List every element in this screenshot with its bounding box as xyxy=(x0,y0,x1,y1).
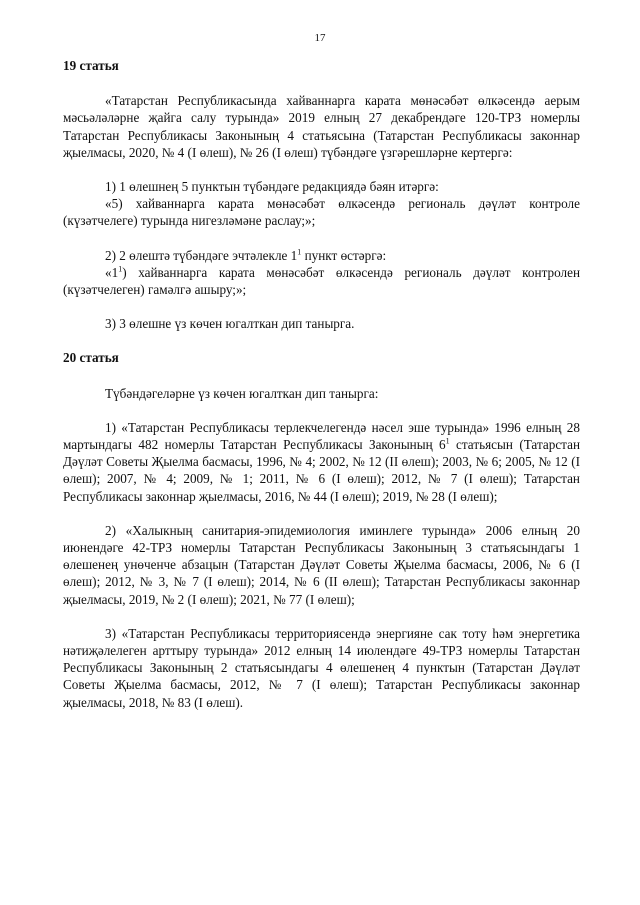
article-20-heading: 20 статья xyxy=(63,350,119,366)
article-20-intro: Түбәндәгеләрне үз көчен югалткан дип танырга: xyxy=(105,385,379,401)
article-19-item-1-text: «5) хайваннарга карата мөнәсәбәт өлкәсендә региональ дәүләт контроле (күзәтчелеге) турында нигезләмәне раслау;»; xyxy=(63,196,580,229)
article-20-item-2: 2) «Халыкның санитария-эпидемиология иминлеге турында» 2006 елның 20 июнендәге 42-ТРЗ номерлы Татарстан Республикасы Законының 3 статьясындагы 1 өлешенең унөченче абзацын (Татарстан Дәүләт Советы Җыелма басмасы, 2006, № 6 (I өлеш); 2012, № 3, № 7 (I өлеш); 2014, № 6 (II өлеш); Татарстан Республикасы законнар җыелмасы, 2019, № 2 (I өлеш); 2021, № 77 (I өлеш); xyxy=(63,522,580,607)
document-body xyxy=(63,57,580,711)
article-20-item-1: 1) «Татарстан Республикасы терлекчелегендә нәсел эше турында» 1996 елның 28 мартындагы 482 номерлы Татарстан Республикасы Законының $6^1$ статьясын (Татарстан Дәүләт Советы Җыелма басмасы, 1996, № 4; 2002, № 12 (II өлеш); 2003, № 6; 2005, № 12 (I өлеш); 2007, № 4; 2009, № 1; 2011, № 6 (I өлеш); 2012, № 7 (I өлеш); Татарстан Республикасы законнар җыелмасы, 2016, № 44 (I өлеш); 2019, № 28 (I өлеш); xyxy=(63,419,581,504)
article-19-item-2-text: «$1^1$) хайваннарга карата мөнәсәбәт өлкәсендә региональ дәүләт контролен (күзәтчелеген) гамәлгә ашыру;»; xyxy=(63,264,580,298)
article-19-item-3: 3) 3 өлешне үз көчен югалткан дип танырга. xyxy=(105,316,355,332)
article-19-item-1-heading: 1) 1 өлешнең 5 пунктын түбәндәге редакциядә бәян итәргә: xyxy=(105,179,439,195)
article-19-item-2-heading: 2) 2 өлештә түбәндәге эчтәлекле $1^1$ пункт өстәргә: xyxy=(105,247,387,263)
article-20-item-3: 3) «Татарстан Республикасы территориясендә энергияне сак тоту һәм энергетика нәтиҗәлелеген арттыру турында» 2012 елның 14 июлендәге 49-ТРЗ номерлы Татарстан Республикасы Законының 2 статьясындагы 4 өлешенең 4 пунктын (Татарстан Дәүләт Советы Җыелма басмасы, 2012, № 7 (I өлеш); Татарстан Республикасы законнар җыелмасы, 2018, № 83 (I өлеш). xyxy=(63,625,580,710)
page-number: 17 xyxy=(314,32,326,44)
article-19-heading: 19 статья xyxy=(63,58,119,73)
article-19-intro: «Татарстан Республикасында хайваннарга карата мөнәсәбәт өлкәсендә аерым мәсьәләләрне җайга салу турында» 2019 елның 27 декабрендәге 120-ТРЗ номерлы Татарстан Республикасы Законының 4 статьясына (Татарстан Республикасы законнар җыелмасы, 2020, № 4 (I өлеш), № 26 (I өлеш) түбәндәге үзгәрешләрне кертергә: xyxy=(63,93,580,160)
